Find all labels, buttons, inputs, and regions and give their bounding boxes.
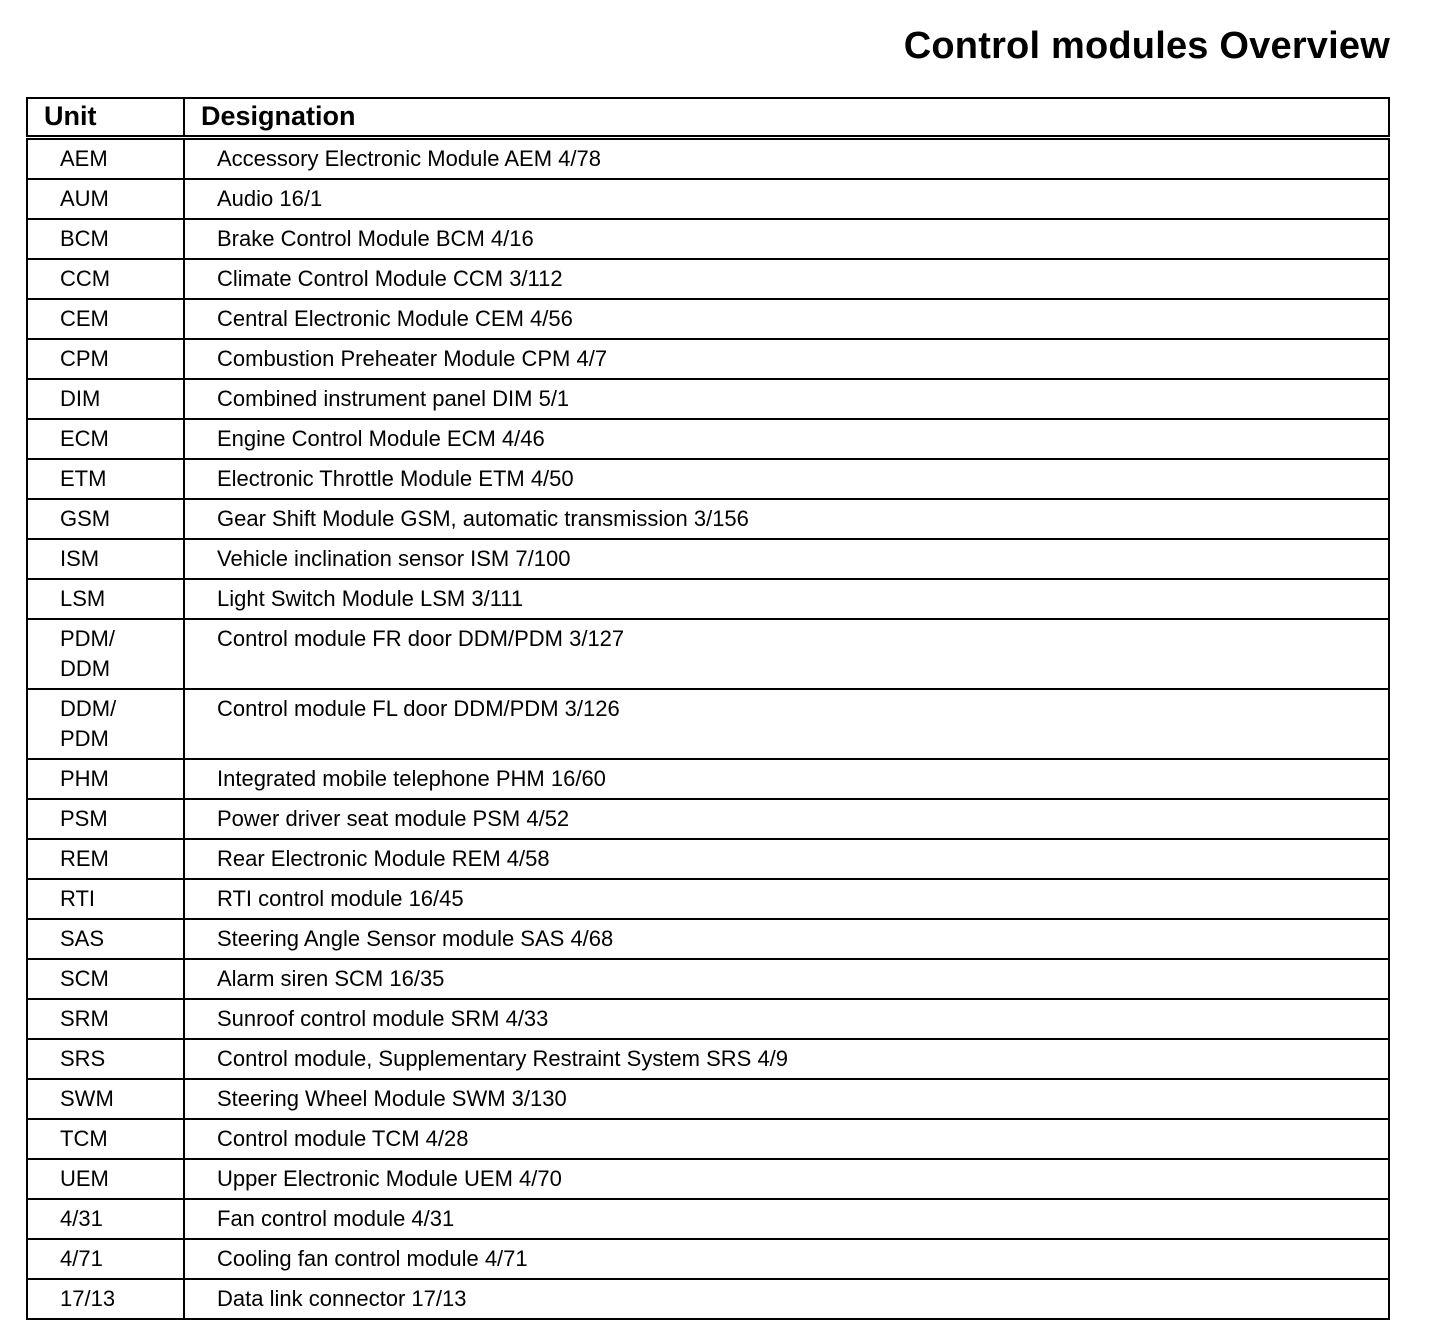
- column-header-designation: Designation: [184, 98, 1389, 137]
- table-row: [27, 999, 1389, 1039]
- table-row: [27, 1279, 1389, 1319]
- unit-cell: SWM: [27, 1079, 184, 1119]
- table-row: [27, 459, 1389, 499]
- unit-cell: LSM: [27, 579, 184, 619]
- designation-cell: Engine Control Module ECM 4/46: [184, 419, 1389, 459]
- unit-cell: DDM/ PDM: [27, 689, 184, 759]
- designation-cell: Sunroof control module SRM 4/33: [184, 999, 1389, 1039]
- table-row: [27, 1239, 1389, 1279]
- table-row: [27, 259, 1389, 299]
- unit-cell: CCM: [27, 259, 184, 299]
- table-row: [27, 379, 1389, 419]
- unit-cell: AUM: [27, 179, 184, 219]
- designation-cell: Climate Control Module CCM 3/112: [184, 259, 1389, 299]
- unit-cell: CPM: [27, 339, 184, 379]
- designation-cell: Light Switch Module LSM 3/111: [184, 579, 1389, 619]
- designation-cell: Steering Wheel Module SWM 3/130: [184, 1079, 1389, 1119]
- unit-cell: CEM: [27, 299, 184, 339]
- table-row: [27, 1159, 1389, 1199]
- unit-cell: SRS: [27, 1039, 184, 1079]
- designation-cell: RTI control module 16/45: [184, 879, 1389, 919]
- unit-cell: TCM: [27, 1119, 184, 1159]
- designation-cell: Control module FR door DDM/PDM 3/127: [184, 619, 1389, 689]
- unit-cell: UEM: [27, 1159, 184, 1199]
- table-body: [27, 137, 1389, 1319]
- table-row: [27, 799, 1389, 839]
- designation-cell: Accessory Electronic Module AEM 4/78: [184, 137, 1389, 179]
- unit-cell: SRM: [27, 999, 184, 1039]
- designation-cell: Data link connector 17/13: [217, 1285, 467, 1311]
- unit-cell: 17/13: [27, 1279, 184, 1319]
- designation-cell: Steering Angle Sensor module SAS 4/68: [184, 919, 1389, 959]
- table-row: [27, 959, 1389, 999]
- table-row: [27, 839, 1389, 879]
- designation-cell: Cooling fan control module 4/71: [184, 1239, 1389, 1279]
- unit-cell: REM: [27, 839, 184, 879]
- designation-cell: Vehicle inclination sensor ISM 7/100: [184, 539, 1389, 579]
- unit-cell: ECM: [27, 419, 184, 459]
- designation-cell: Control module FL door DDM/PDM 3/126: [184, 689, 1389, 759]
- unit-cell: PSM: [27, 799, 184, 839]
- table-row: [27, 179, 1389, 219]
- table-row: [27, 299, 1389, 339]
- table-row: [27, 1199, 1389, 1239]
- unit-cell: PDM/ DDM: [27, 619, 184, 689]
- table-row: [27, 499, 1389, 539]
- unit-cell: ETM: [27, 459, 184, 499]
- unit-cell: RTI: [27, 879, 184, 919]
- table-row: [27, 1079, 1389, 1119]
- unit-cell: BCM: [27, 219, 184, 259]
- table-row: [27, 759, 1389, 799]
- table-row: [27, 219, 1389, 259]
- unit-cell: 4/71: [27, 1239, 184, 1279]
- unit-cell: DIM: [27, 379, 184, 419]
- designation-cell: Control module, Supplementary Restraint System SRS 4/9: [184, 1039, 1389, 1079]
- column-header-unit: Unit: [27, 98, 184, 137]
- table-row: [27, 579, 1389, 619]
- table-row: [27, 1039, 1389, 1079]
- designation-cell: Central Electronic Module CEM 4/56: [184, 299, 1389, 339]
- designation-cell: Fan control module 4/31: [184, 1199, 1389, 1239]
- designation-cell: Electronic Throttle Module ETM 4/50: [184, 459, 1389, 499]
- designation-cell: Gear Shift Module GSM, automatic transmission 3/156: [184, 499, 1389, 539]
- unit-cell: 4/31: [27, 1199, 184, 1239]
- table-row: [27, 879, 1389, 919]
- table-row: [27, 1119, 1389, 1159]
- designation-cell: Combustion Preheater Module CPM 4/7: [184, 339, 1389, 379]
- designation-cell: Power driver seat module PSM 4/52: [184, 799, 1389, 839]
- page-title: Control modules Overview: [903, 25, 1390, 67]
- unit-cell: AEM: [27, 137, 184, 179]
- table-row: [27, 339, 1389, 379]
- table-header-row: [27, 98, 1389, 137]
- unit-cell: SAS: [27, 919, 184, 959]
- table-row: [27, 539, 1389, 579]
- table-row: [27, 619, 1389, 689]
- unit-cell: GSM: [27, 499, 184, 539]
- control-modules-table: [26, 97, 1390, 1320]
- table-row: [27, 689, 1389, 759]
- unit-cell: PHM: [27, 759, 184, 799]
- designation-cell: Control module TCM 4/28: [184, 1119, 1389, 1159]
- unit-cell: SCM: [27, 959, 184, 999]
- unit-cell: ISM: [27, 539, 184, 579]
- designation-cell: Alarm siren SCM 16/35: [184, 959, 1389, 999]
- table-row: [27, 919, 1389, 959]
- designation-cell: Audio 16/1: [184, 179, 1389, 219]
- table-row: [27, 137, 1389, 179]
- designation-cell: Rear Electronic Module REM 4/58: [184, 839, 1389, 879]
- designation-cell: Combined instrument panel DIM 5/1: [184, 379, 1389, 419]
- designation-cell: Integrated mobile telephone PHM 16/60: [184, 759, 1389, 799]
- designation-cell: Brake Control Module BCM 4/16: [184, 219, 1389, 259]
- table-row: [27, 419, 1389, 459]
- designation-cell: Upper Electronic Module UEM 4/70: [184, 1159, 1389, 1199]
